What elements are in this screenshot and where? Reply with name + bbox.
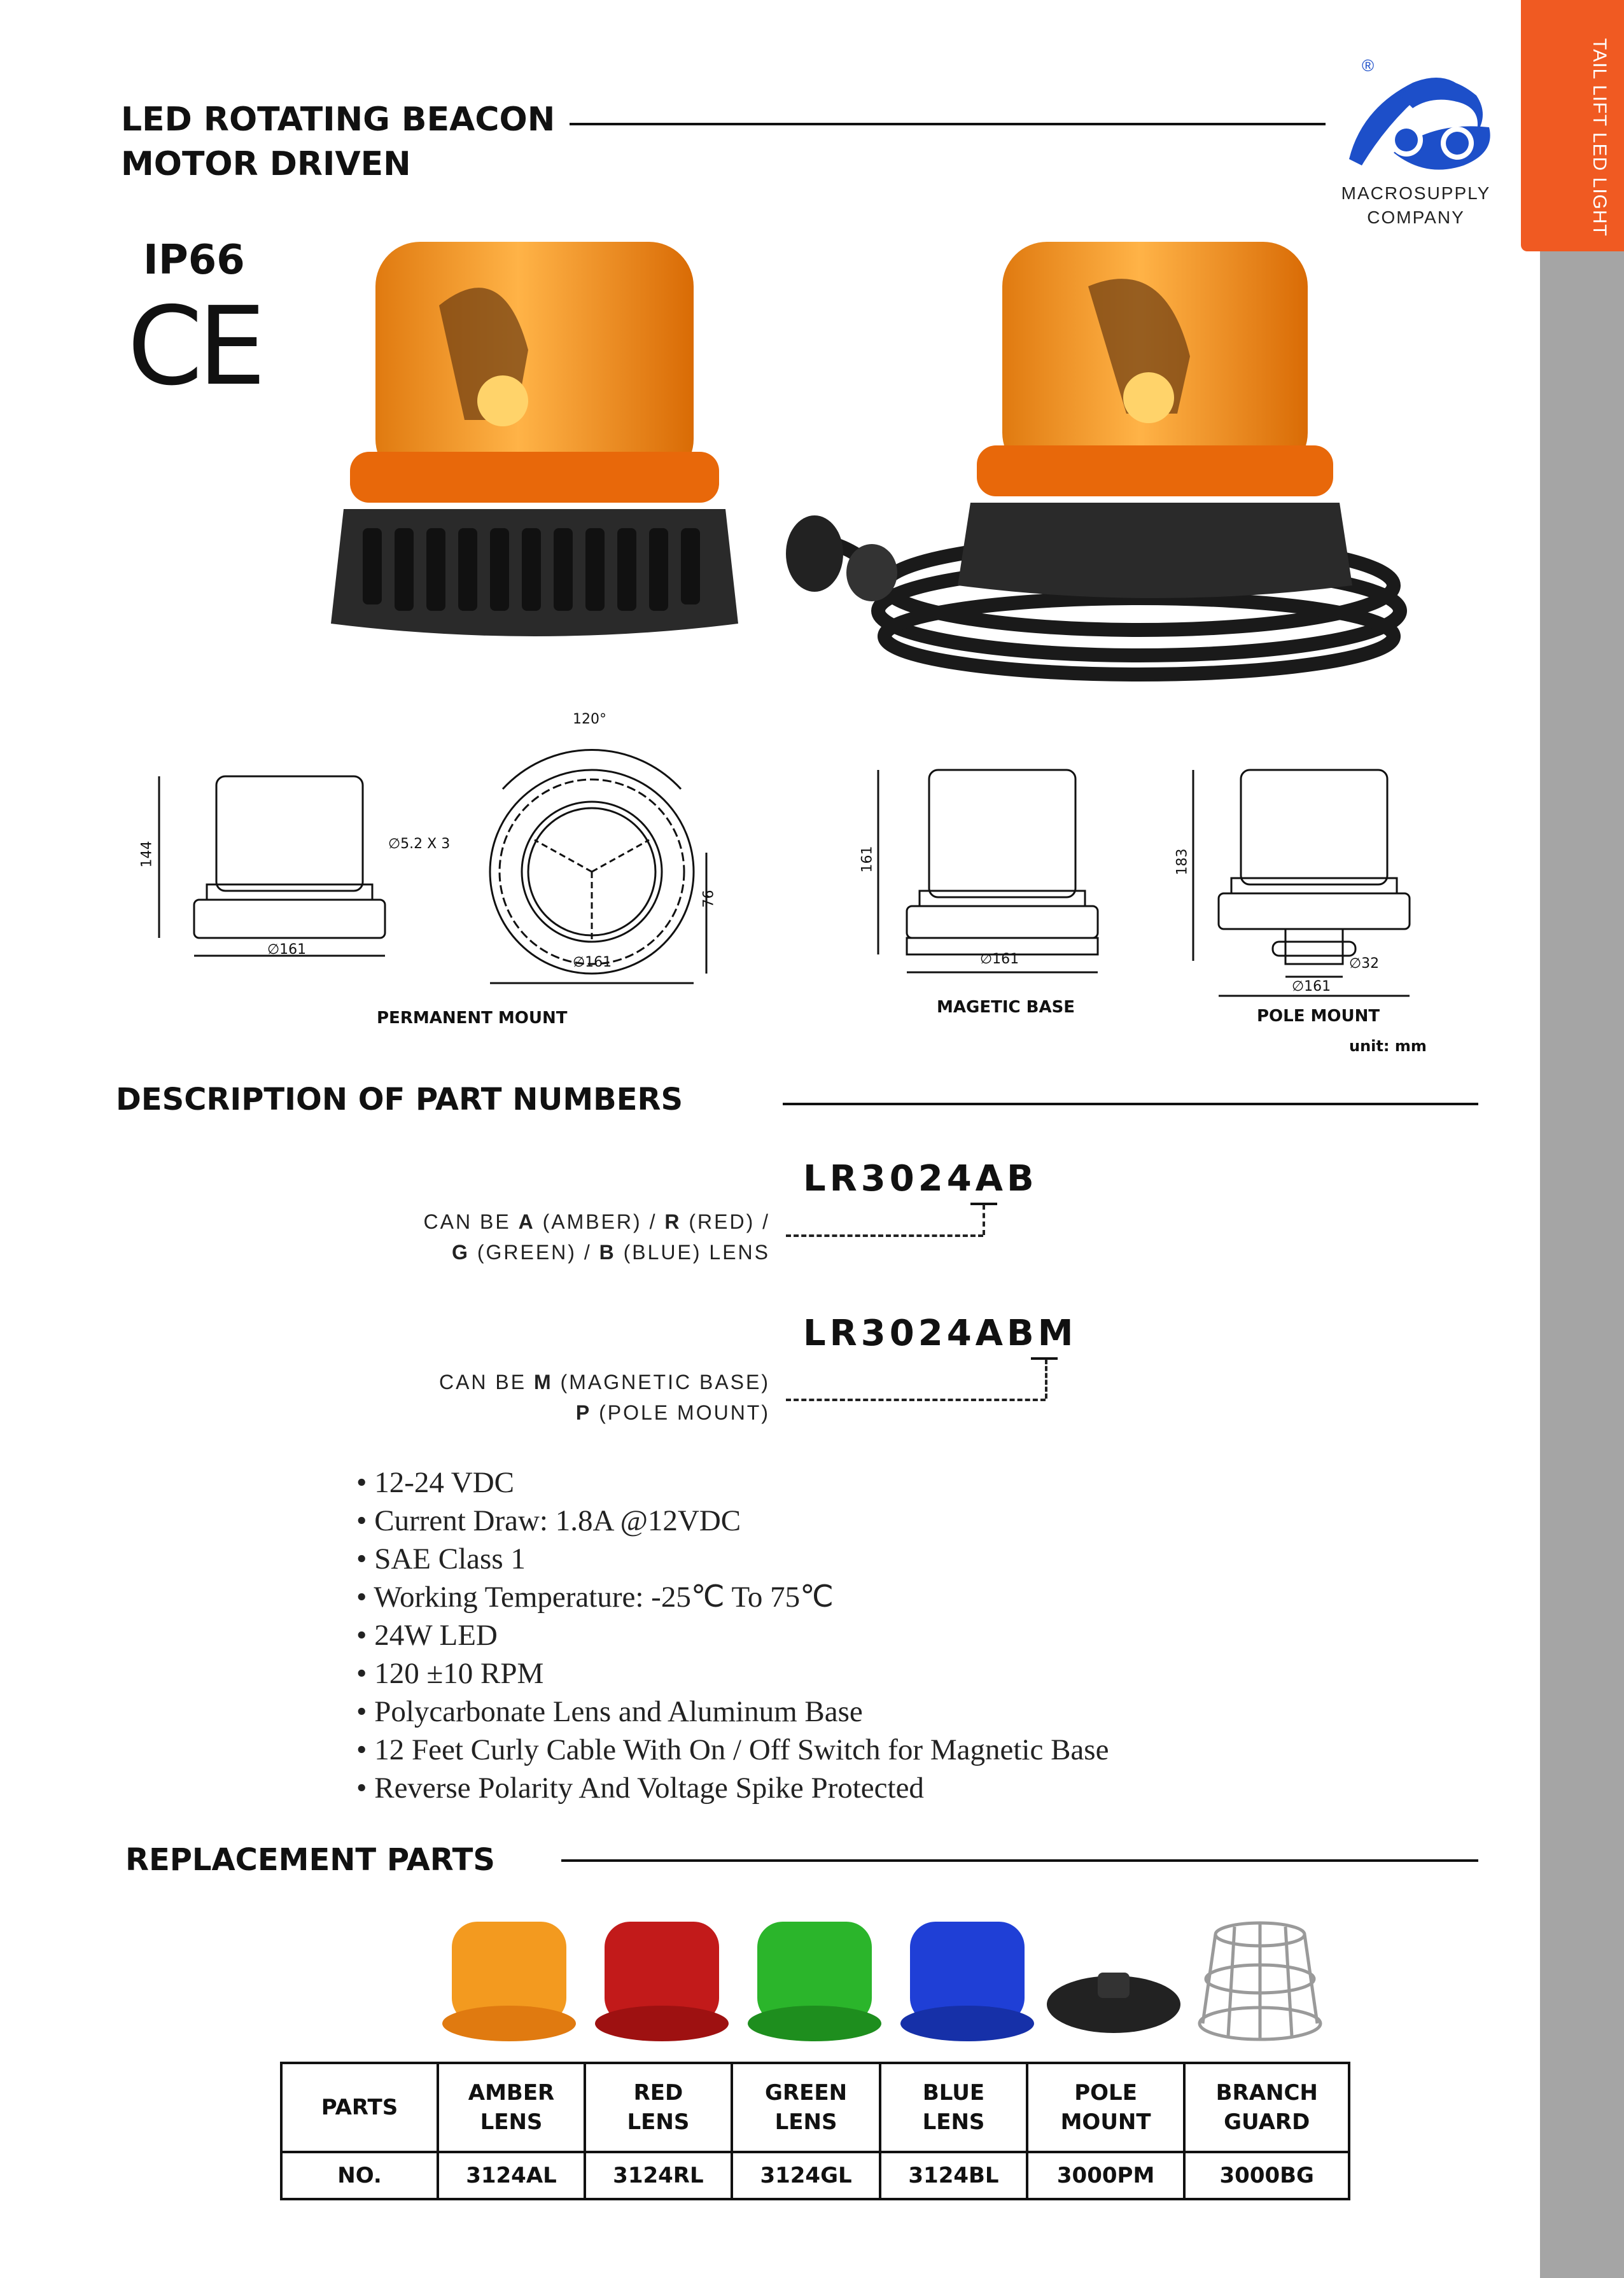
table-header-cell: GREEN LENS [732,2063,880,2152]
branch-guard-image [1200,1923,1320,2039]
part-numbers-rule [783,1103,1478,1105]
dim-top-width: ∅161 [573,954,612,970]
drawing-top-view [490,750,706,983]
brand-name [1340,181,1492,230]
part-code-1: LR3024AB [803,1158,1038,1199]
replacement-images [439,1909,1394,2049]
spec-item: • 12 Feet Curly Cable With On / Off Switch for Magnetic Base [356,1731,1109,1769]
table-header-cell: AMBER LENS [438,2063,585,2152]
table-header-cell: POLE MOUNT [1027,2063,1185,2152]
dim-pole-height: 183 [1174,848,1191,876]
drawing-permanent-side [159,776,385,956]
spec-item: • Reverse Polarity And Voltage Spike Protected [356,1769,1109,1807]
product-photo-permanent [325,229,745,649]
table-cell: 3000PM [1027,2152,1185,2199]
table-header-cell: PARTS [281,2063,438,2152]
table-header-cell: BLUE LENS [880,2063,1026,2152]
spec-item: • 12-24 VDC [356,1464,1109,1502]
unit-label: unit: mm [1349,1037,1427,1055]
spec-item: • 24W LED [356,1616,1109,1654]
sidebar-tab-label: TAIL LIFT LED LIGHT [1589,38,1610,237]
replacement-heading: REPLACEMENT PARTS [125,1842,495,1878]
brand-logo-icon [1336,57,1502,197]
dim-pole-dia: ∅32 [1349,956,1380,972]
table-cell: 3124BL [880,2152,1026,2199]
table-header-cell: RED LENS [585,2063,732,2152]
caption-magnetic-base: MAGETIC BASE [937,998,1075,1017]
table-row [281,2063,1349,2152]
title-line-1: LED ROTATING BEACON [121,101,556,139]
spec-item: • Current Draw: 1.8A @12VDC [356,1502,1109,1540]
table-cell: 3124RL [585,2152,732,2199]
dim-permanent-width: ∅161 [267,942,307,958]
brand-name-line-1: MACROSUPPLY [1341,183,1491,203]
table-cell: 3124GL [732,2152,880,2199]
product-photo-magnetic [783,229,1419,694]
red-lens-image [595,1922,729,2041]
brand-name-line-2: COMPANY [1367,207,1465,227]
sidebar-bar [1540,0,1624,2278]
green-lens-image [748,1922,881,2041]
drawing-magnetic-side [878,770,1098,972]
table-header-cell: BRANCH GUARD [1184,2063,1349,2152]
code2-leader-vertical [1045,1359,1047,1399]
spec-item: • Working Temperature: -25℃ To 75℃ [356,1578,1109,1616]
amber-lens-image [442,1922,576,2041]
brand-logo [1336,57,1502,197]
ip-rating: IP66 [143,237,245,284]
caption-pole-mount: POLE MOUNT [1257,1007,1380,1026]
code1-leader [786,1234,983,1237]
code1-description: CAN BE A (AMBER) / R (RED) / G (GREEN) / B (BLUE) LENS [423,1210,770,1264]
table-row [281,2152,1349,2199]
spec-list [356,1464,1109,1807]
table-cell: 3124AL [438,2152,585,2199]
table-cell: NO. [281,2152,438,2199]
dim-angle: 120° [573,711,606,727]
spec-item: • 120 ±10 RPM [356,1654,1109,1693]
dim-magnetic-width: ∅161 [980,951,1019,967]
title-rule [570,123,1326,125]
code2-description: CAN BE M (MAGNETIC BASE) P (POLE MOUNT) [438,1371,770,1424]
caption-permanent-mount: PERMANENT MOUNT [377,1009,568,1028]
registered-mark: ® [1362,56,1375,75]
replacement-parts-table [280,2062,1350,2200]
spec-item: • Polycarbonate Lens and Aluminum Base [356,1693,1109,1731]
blue-lens-image [900,1922,1034,2041]
part-numbers-heading: DESCRIPTION OF PART NUMBERS [116,1082,683,1117]
code1-leader-vertical [983,1205,985,1235]
code2-marker [1031,1357,1058,1360]
dim-pole-width: ∅161 [1292,979,1331,995]
dim-magnetic-height: 161 [859,846,876,873]
part-code-2: LR3024ABM [803,1313,1077,1354]
title-line-2: MOTOR DRIVEN [121,145,411,183]
spec-item: • SAE Class 1 [356,1540,1109,1578]
dim-permanent-height: 144 [139,841,155,868]
ce-mark: CE [127,284,262,410]
dim-top-offset: 76 [701,890,717,908]
pole-mount-image [1047,1973,1180,2033]
replacement-rule [561,1859,1478,1862]
dim-holes: ∅5.2 X 3 [388,836,451,852]
technical-drawings [139,706,1451,1063]
code2-leader [786,1399,1046,1401]
table-cell: 3000BG [1184,2152,1349,2199]
